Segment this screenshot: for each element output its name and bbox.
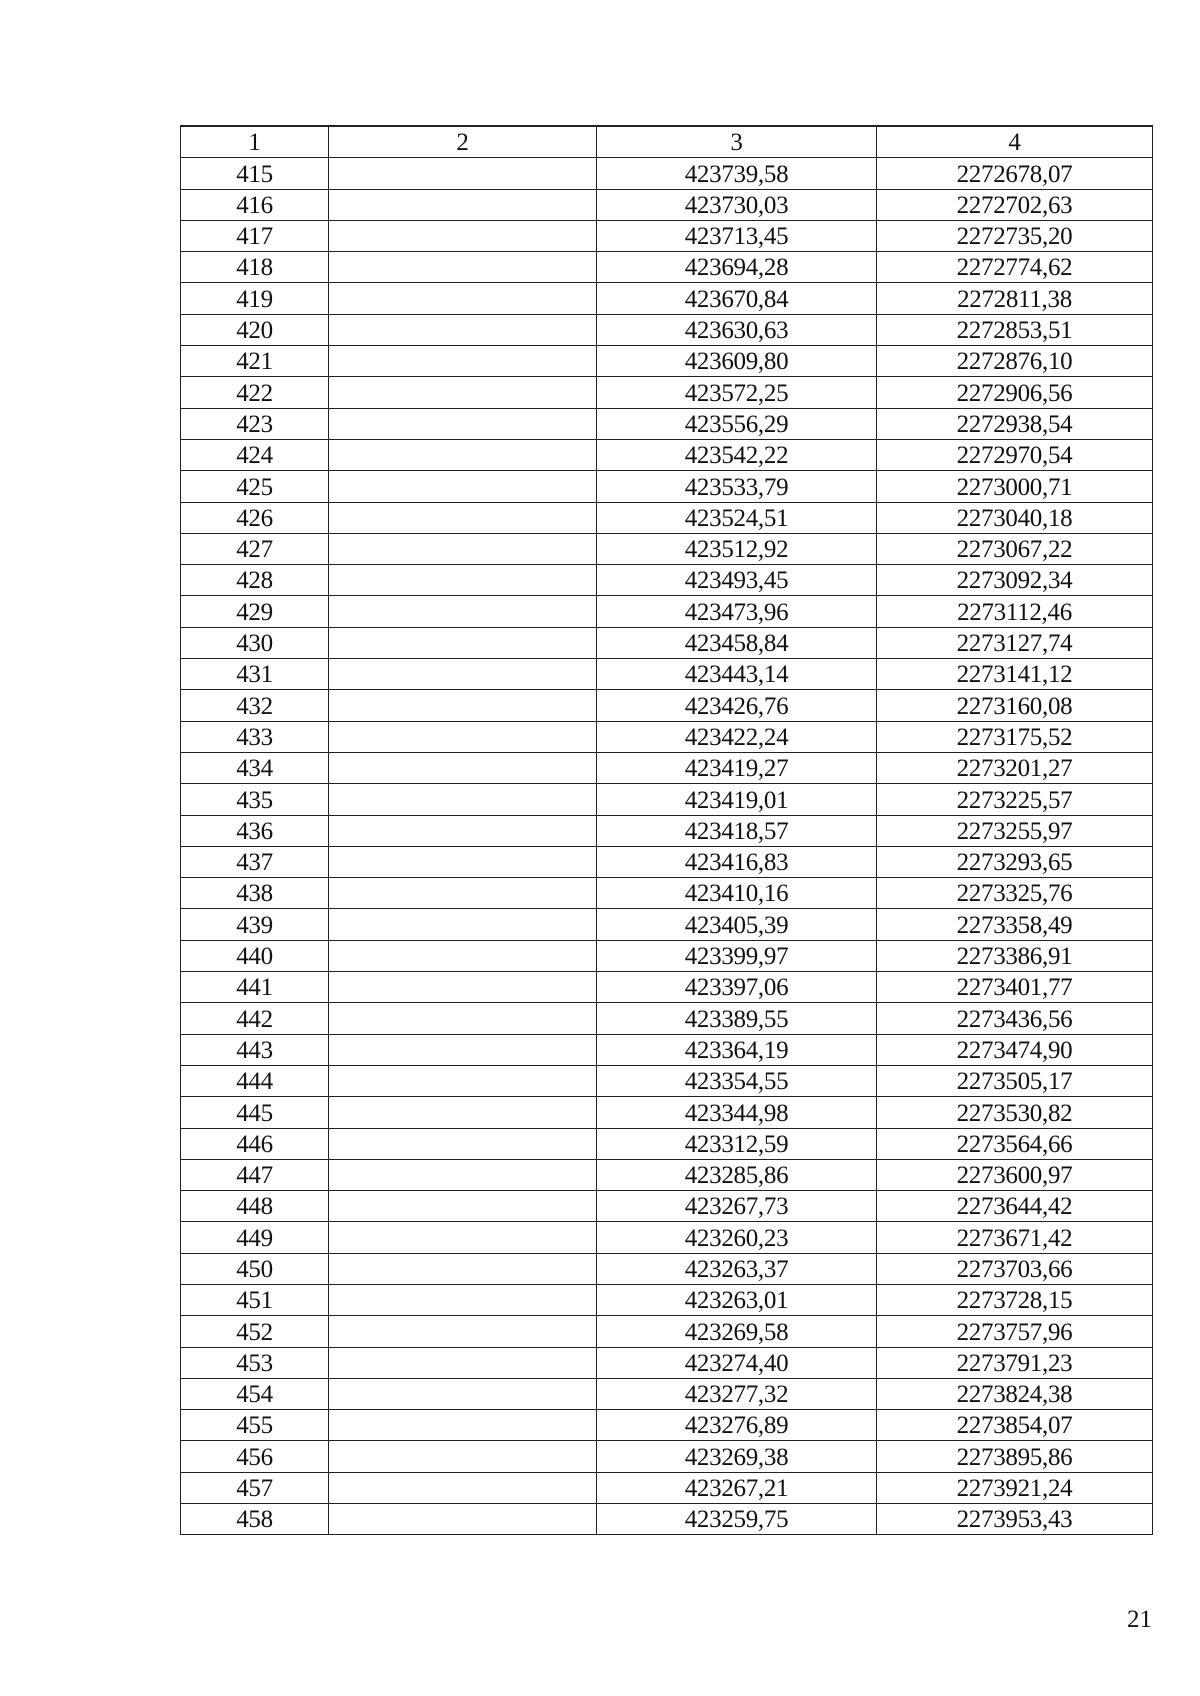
point-number-cell: 421	[181, 346, 329, 377]
empty-cell	[329, 752, 597, 783]
x-coordinate-cell: 423443,14	[597, 659, 877, 690]
x-coordinate-cell: 423410,16	[597, 878, 877, 909]
table-row	[181, 439, 1153, 470]
x-coordinate-cell: 423267,21	[597, 1472, 877, 1503]
y-coordinate-cell: 2273564,66	[877, 1128, 1153, 1159]
coordinates-table	[180, 125, 1153, 1535]
point-number-cell: 444	[181, 1065, 329, 1096]
empty-cell	[329, 1316, 597, 1347]
empty-cell	[329, 596, 597, 627]
x-coordinate-cell: 423458,84	[597, 627, 877, 658]
table-row	[181, 784, 1153, 815]
y-coordinate-cell: 2273141,12	[877, 659, 1153, 690]
x-coordinate-cell: 423730,03	[597, 189, 877, 220]
x-coordinate-cell: 423397,06	[597, 972, 877, 1003]
empty-cell	[329, 252, 597, 283]
empty-cell	[329, 346, 597, 377]
empty-cell	[329, 314, 597, 345]
y-coordinate-cell: 2273040,18	[877, 502, 1153, 533]
y-coordinate-cell: 2273255,97	[877, 815, 1153, 846]
point-number-cell: 441	[181, 972, 329, 1003]
point-number-cell: 439	[181, 909, 329, 940]
table-row	[181, 690, 1153, 721]
header-col-4: 4	[877, 126, 1153, 158]
point-number-cell: 450	[181, 1253, 329, 1284]
table-row	[181, 815, 1153, 846]
point-number-cell: 440	[181, 940, 329, 971]
point-number-cell: 437	[181, 846, 329, 877]
x-coordinate-cell: 423533,79	[597, 471, 877, 502]
page-number: 21	[1127, 1606, 1152, 1633]
x-coordinate-cell: 423493,45	[597, 565, 877, 596]
table-row	[181, 1504, 1153, 1535]
table-row	[181, 565, 1153, 596]
empty-cell	[329, 471, 597, 502]
x-coordinate-cell: 423277,32	[597, 1378, 877, 1409]
empty-cell	[329, 659, 597, 690]
table-row	[181, 972, 1153, 1003]
x-coordinate-cell: 423260,23	[597, 1222, 877, 1253]
x-coordinate-cell: 423285,86	[597, 1159, 877, 1190]
x-coordinate-cell: 423542,22	[597, 439, 877, 470]
table-row	[181, 1222, 1153, 1253]
empty-cell	[329, 721, 597, 752]
y-coordinate-cell: 2273225,57	[877, 784, 1153, 815]
y-coordinate-cell: 2273921,24	[877, 1472, 1153, 1503]
x-coordinate-cell: 423419,01	[597, 784, 877, 815]
point-number-cell: 456	[181, 1441, 329, 1472]
empty-cell	[329, 690, 597, 721]
point-number-cell: 457	[181, 1472, 329, 1503]
point-number-cell: 453	[181, 1347, 329, 1378]
table-row	[181, 502, 1153, 533]
table-row	[181, 1065, 1153, 1096]
x-coordinate-cell: 423473,96	[597, 596, 877, 627]
x-coordinate-cell: 423274,40	[597, 1347, 877, 1378]
point-number-cell: 428	[181, 565, 329, 596]
table-row	[181, 878, 1153, 909]
y-coordinate-cell: 2273824,38	[877, 1378, 1153, 1409]
empty-cell	[329, 439, 597, 470]
point-number-cell: 422	[181, 377, 329, 408]
y-coordinate-cell: 2273325,76	[877, 878, 1153, 909]
empty-cell	[329, 1003, 597, 1034]
table-row	[181, 1003, 1153, 1034]
point-number-cell: 430	[181, 627, 329, 658]
empty-cell	[329, 283, 597, 314]
point-number-cell: 425	[181, 471, 329, 502]
point-number-cell: 436	[181, 815, 329, 846]
x-coordinate-cell: 423512,92	[597, 533, 877, 564]
empty-cell	[329, 1065, 597, 1096]
table-row	[181, 1316, 1153, 1347]
empty-cell	[329, 815, 597, 846]
y-coordinate-cell: 2272853,51	[877, 314, 1153, 345]
y-coordinate-cell: 2273757,96	[877, 1316, 1153, 1347]
y-coordinate-cell: 2273854,07	[877, 1410, 1153, 1441]
x-coordinate-cell: 423344,98	[597, 1097, 877, 1128]
table-row	[181, 659, 1153, 690]
empty-cell	[329, 909, 597, 940]
table-row	[181, 1441, 1153, 1472]
table-row	[181, 1378, 1153, 1409]
table-row	[181, 1347, 1153, 1378]
x-coordinate-cell: 423556,29	[597, 408, 877, 439]
y-coordinate-cell: 2273530,82	[877, 1097, 1153, 1128]
table-row	[181, 1284, 1153, 1315]
y-coordinate-cell: 2273703,66	[877, 1253, 1153, 1284]
x-coordinate-cell: 423524,51	[597, 502, 877, 533]
y-coordinate-cell: 2273092,34	[877, 565, 1153, 596]
empty-cell	[329, 1222, 597, 1253]
table-row	[181, 377, 1153, 408]
y-coordinate-cell: 2272735,20	[877, 220, 1153, 251]
y-coordinate-cell: 2273000,71	[877, 471, 1153, 502]
x-coordinate-cell: 423419,27	[597, 752, 877, 783]
point-number-cell: 434	[181, 752, 329, 783]
x-coordinate-cell: 423418,57	[597, 815, 877, 846]
table-row	[181, 408, 1153, 439]
x-coordinate-cell: 423670,84	[597, 283, 877, 314]
x-coordinate-cell: 423399,97	[597, 940, 877, 971]
y-coordinate-cell: 2272938,54	[877, 408, 1153, 439]
y-coordinate-cell: 2273953,43	[877, 1504, 1153, 1535]
empty-cell	[329, 1504, 597, 1535]
empty-cell	[329, 1191, 597, 1222]
point-number-cell: 458	[181, 1504, 329, 1535]
y-coordinate-cell: 2273671,42	[877, 1222, 1153, 1253]
point-number-cell: 426	[181, 502, 329, 533]
table-row	[181, 252, 1153, 283]
y-coordinate-cell: 2273201,27	[877, 752, 1153, 783]
empty-cell	[329, 158, 597, 189]
table-row	[181, 940, 1153, 971]
table-row	[181, 1034, 1153, 1065]
table-row	[181, 721, 1153, 752]
table-row	[181, 596, 1153, 627]
y-coordinate-cell: 2273600,97	[877, 1159, 1153, 1190]
point-number-cell: 448	[181, 1191, 329, 1222]
x-coordinate-cell: 423609,80	[597, 346, 877, 377]
table-row	[181, 220, 1153, 251]
empty-cell	[329, 189, 597, 220]
table-row	[181, 1097, 1153, 1128]
table-row	[181, 158, 1153, 189]
empty-cell	[329, 1347, 597, 1378]
empty-cell	[329, 1410, 597, 1441]
x-coordinate-cell: 423713,45	[597, 220, 877, 251]
point-number-cell: 449	[181, 1222, 329, 1253]
table-row	[181, 189, 1153, 220]
empty-cell	[329, 627, 597, 658]
point-number-cell: 445	[181, 1097, 329, 1128]
table-row	[181, 1253, 1153, 1284]
y-coordinate-cell: 2273127,74	[877, 627, 1153, 658]
y-coordinate-cell: 2273436,56	[877, 1003, 1153, 1034]
point-number-cell: 451	[181, 1284, 329, 1315]
table-row	[181, 1159, 1153, 1190]
x-coordinate-cell: 423354,55	[597, 1065, 877, 1096]
point-number-cell: 435	[181, 784, 329, 815]
point-number-cell: 419	[181, 283, 329, 314]
table-row	[181, 1191, 1153, 1222]
x-coordinate-cell: 423416,83	[597, 846, 877, 877]
x-coordinate-cell: 423259,75	[597, 1504, 877, 1535]
header-col-1: 1	[181, 126, 329, 158]
point-number-cell: 454	[181, 1378, 329, 1409]
empty-cell	[329, 1378, 597, 1409]
x-coordinate-cell: 423739,58	[597, 158, 877, 189]
empty-cell	[329, 565, 597, 596]
point-number-cell: 432	[181, 690, 329, 721]
x-coordinate-cell: 423263,37	[597, 1253, 877, 1284]
point-number-cell: 427	[181, 533, 329, 564]
y-coordinate-cell: 2272970,54	[877, 439, 1153, 470]
point-number-cell: 433	[181, 721, 329, 752]
empty-cell	[329, 1472, 597, 1503]
table-row	[181, 314, 1153, 345]
empty-cell	[329, 846, 597, 877]
empty-cell	[329, 377, 597, 408]
y-coordinate-cell: 2272876,10	[877, 346, 1153, 377]
x-coordinate-cell: 423267,73	[597, 1191, 877, 1222]
header-col-2: 2	[329, 126, 597, 158]
table-row	[181, 471, 1153, 502]
empty-cell	[329, 1159, 597, 1190]
point-number-cell: 431	[181, 659, 329, 690]
table-row	[181, 1472, 1153, 1503]
y-coordinate-cell: 2273386,91	[877, 940, 1153, 971]
y-coordinate-cell: 2273067,22	[877, 533, 1153, 564]
y-coordinate-cell: 2272702,63	[877, 189, 1153, 220]
y-coordinate-cell: 2273358,49	[877, 909, 1153, 940]
table-body	[181, 158, 1153, 1535]
point-number-cell: 423	[181, 408, 329, 439]
table-row	[181, 752, 1153, 783]
table-header-row	[181, 126, 1153, 158]
empty-cell	[329, 784, 597, 815]
y-coordinate-cell: 2272678,07	[877, 158, 1153, 189]
x-coordinate-cell: 423312,59	[597, 1128, 877, 1159]
point-number-cell: 438	[181, 878, 329, 909]
empty-cell	[329, 408, 597, 439]
point-number-cell: 417	[181, 220, 329, 251]
point-number-cell: 455	[181, 1410, 329, 1441]
y-coordinate-cell: 2273112,46	[877, 596, 1153, 627]
x-coordinate-cell: 423269,58	[597, 1316, 877, 1347]
empty-cell	[329, 533, 597, 564]
x-coordinate-cell: 423422,24	[597, 721, 877, 752]
point-number-cell: 418	[181, 252, 329, 283]
x-coordinate-cell: 423269,38	[597, 1441, 877, 1472]
table-row	[181, 346, 1153, 377]
point-number-cell: 416	[181, 189, 329, 220]
y-coordinate-cell: 2273474,90	[877, 1034, 1153, 1065]
empty-cell	[329, 1253, 597, 1284]
x-coordinate-cell: 423426,76	[597, 690, 877, 721]
y-coordinate-cell: 2273401,77	[877, 972, 1153, 1003]
x-coordinate-cell: 423630,63	[597, 314, 877, 345]
x-coordinate-cell: 423276,89	[597, 1410, 877, 1441]
point-number-cell: 442	[181, 1003, 329, 1034]
y-coordinate-cell: 2273293,65	[877, 846, 1153, 877]
x-coordinate-cell: 423389,55	[597, 1003, 877, 1034]
y-coordinate-cell: 2273175,52	[877, 721, 1153, 752]
point-number-cell: 447	[181, 1159, 329, 1190]
point-number-cell: 424	[181, 439, 329, 470]
table-row	[181, 846, 1153, 877]
empty-cell	[329, 1097, 597, 1128]
point-number-cell: 452	[181, 1316, 329, 1347]
empty-cell	[329, 940, 597, 971]
y-coordinate-cell: 2273895,86	[877, 1441, 1153, 1472]
x-coordinate-cell: 423263,01	[597, 1284, 877, 1315]
empty-cell	[329, 1034, 597, 1065]
empty-cell	[329, 972, 597, 1003]
empty-cell	[329, 220, 597, 251]
empty-cell	[329, 1128, 597, 1159]
y-coordinate-cell: 2273505,17	[877, 1065, 1153, 1096]
point-number-cell: 415	[181, 158, 329, 189]
point-number-cell: 429	[181, 596, 329, 627]
point-number-cell: 446	[181, 1128, 329, 1159]
x-coordinate-cell: 423364,19	[597, 1034, 877, 1065]
empty-cell	[329, 1441, 597, 1472]
table-row	[181, 1410, 1153, 1441]
point-number-cell: 443	[181, 1034, 329, 1065]
point-number-cell: 420	[181, 314, 329, 345]
table-row	[181, 627, 1153, 658]
y-coordinate-cell: 2273160,08	[877, 690, 1153, 721]
y-coordinate-cell: 2272906,56	[877, 377, 1153, 408]
header-col-3: 3	[597, 126, 877, 158]
table-row	[181, 283, 1153, 314]
empty-cell	[329, 1284, 597, 1315]
y-coordinate-cell: 2273644,42	[877, 1191, 1153, 1222]
table-row	[181, 909, 1153, 940]
empty-cell	[329, 878, 597, 909]
table-row	[181, 533, 1153, 564]
y-coordinate-cell: 2272811,38	[877, 283, 1153, 314]
y-coordinate-cell: 2272774,62	[877, 252, 1153, 283]
empty-cell	[329, 502, 597, 533]
table-row	[181, 1128, 1153, 1159]
x-coordinate-cell: 423572,25	[597, 377, 877, 408]
y-coordinate-cell: 2273728,15	[877, 1284, 1153, 1315]
x-coordinate-cell: 423405,39	[597, 909, 877, 940]
x-coordinate-cell: 423694,28	[597, 252, 877, 283]
y-coordinate-cell: 2273791,23	[877, 1347, 1153, 1378]
